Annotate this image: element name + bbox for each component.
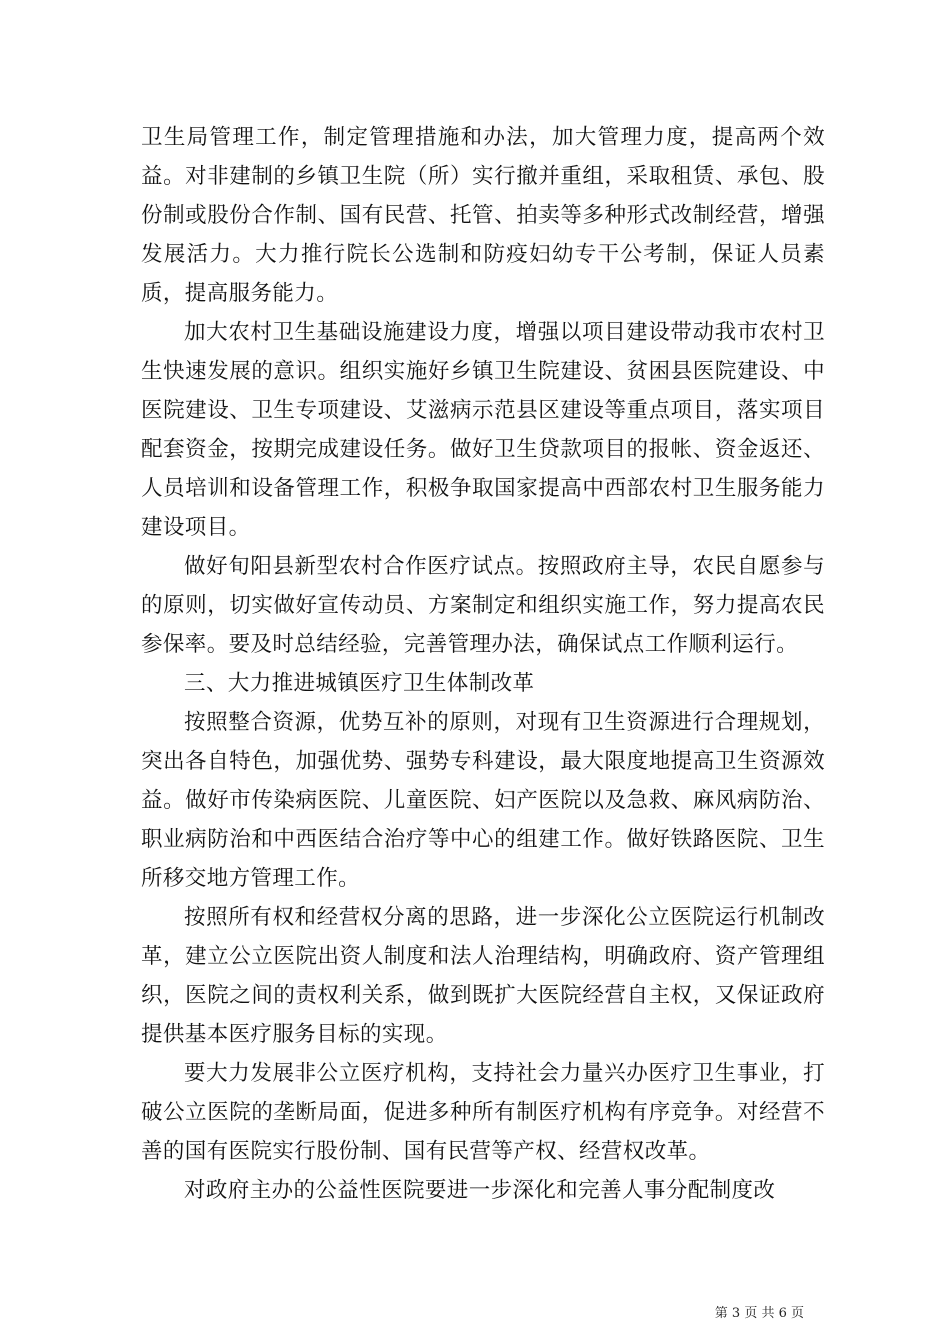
paragraph-public-welfare-hospitals: 对政府主办的公益性医院要进一步深化和完善人事分配制度改	[184, 1178, 776, 1203]
paragraph-rural-infrastructure: 加大农村卫生基础设施建设力度，增强以项目建设带动我市农村卫生快速发展的意识。组织实施好乡镇卫生院建设、贫困县医院建设、中医院建设、卫生专项建设、艾滋病示范县区建设等重点项目，落实项目配套资金，按期完成建设任务。做好卫生贷款项目的报帐、资金返还、人员培训和设备管理工作，积极争取国家提高中西部农村卫生服务能力建设项目。	[141, 320, 825, 540]
page-number-footer: 第 3 页 共 6 页	[714, 1306, 804, 1321]
paragraph-continued-management: 卫生局管理工作，制定管理措施和办法，加大管理力度，提高两个效益。对非建制的乡镇卫生院（所）实行撤并重组，采取租赁、承包、股份制或股份合作制、国有民营、托管、拍卖等多种形式改制经营，增强发展活力。大力推行院长公选制和防疫妇幼专干公考制，保证人员素质，提高服务能力。	[141, 125, 825, 306]
paragraph-cooperative-medical-pilot: 做好旬阳县新型农村合作医疗试点。按照政府主导，农民自愿参与的原则，切实做好宣传动员、方案制定和组织实施工作，努力提高农民参保率。要及时总结经验，完善管理办法，确保试点工作顺利运行。	[141, 554, 825, 657]
paragraph-resource-integration: 按照整合资源，优势互补的原则，对现有卫生资源进行合理规划，突出各自特色，加强优势、强势专科建设，最大限度地提高卫生资源效益。做好市传染病医院、儿童医院、妇产医院以及急救、麻风病防治、职业病防治和中西医结合治疗等中心的组建工作。做好铁路医院、卫生所移交地方管理工作。	[141, 710, 825, 891]
paragraph-non-public-institutions: 要大力发展非公立医疗机构，支持社会力量兴办医疗卫生事业，打破公立医院的垄断局面，促进多种所有制医疗机构有序竞争。对经营不善的国有医院实行股份制、国有民营等产权、经营权改革。	[141, 1061, 825, 1164]
section-heading-urban-reform: 三、大力推进城镇医疗卫生体制改革	[184, 671, 535, 696]
paragraph-public-hospital-reform: 按照所有权和经营权分离的思路，进一步深化公立医院运行机制改革，建立公立医院出资人制度和法人治理结构，明确政府、资产管理组织，医院之间的责权利关系，做到既扩大医院经营自主权，又保证政府提供基本医疗服务目标的实现。	[141, 905, 825, 1047]
document-body	[141, 118, 825, 1210]
